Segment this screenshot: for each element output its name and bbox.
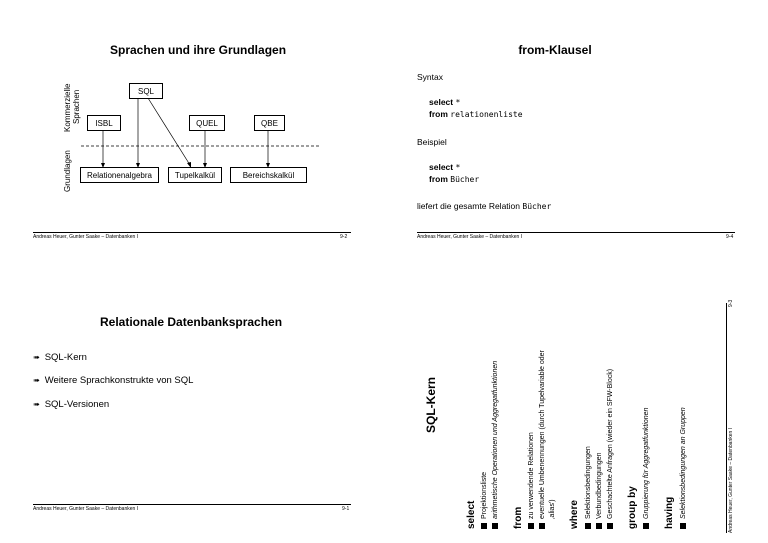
box-quel: QUEL: [189, 115, 225, 131]
page-number: 9-4: [726, 234, 734, 240]
example-line-1: select *: [429, 162, 461, 172]
syntax-line-2: from relationenliste: [429, 109, 523, 119]
slide-sprachen-grundlagen: [0, 0, 384, 271]
footer-authors: Andreas Heuer, Gunter Saake – Datenbanken I: [728, 427, 734, 533]
arrow-bullet-icon: ➠: [33, 400, 40, 409]
page-number: 9-2: [340, 234, 348, 240]
box-bereichskalkuel: Bereichskalkül: [230, 167, 307, 183]
box-sql: SQL: [129, 83, 163, 99]
where-item-3: Geschachtelte Anfragen (wieder ein SFW-Block): [607, 369, 614, 529]
box-isbl: ISBL: [87, 115, 121, 131]
box-tupelkalkuel: Tupelkalkül: [168, 167, 222, 183]
where-item-2: Verbundbedingungen: [596, 452, 603, 529]
slide-title: SQL-Kern: [424, 376, 438, 433]
bullet-item-1: ➠ SQL-Kern: [33, 352, 87, 363]
page-number: 9-1: [342, 506, 350, 512]
keyword-having: having: [664, 496, 675, 529]
footer-rule: [33, 232, 351, 233]
bullet-item-2: ➠ Weitere Sprachkonstrukte von SQL: [33, 375, 194, 386]
slide-from-klausel: [384, 0, 768, 271]
page-number: 9-3: [728, 299, 734, 307]
where-item-1: Selektionsbedingungen: [585, 446, 592, 529]
keyword-select: select: [466, 500, 477, 529]
label-grundlagen: Grundlagen: [63, 150, 72, 192]
syntax-line-1: select *: [429, 97, 461, 107]
footer-authors: Andreas Heuer, Gunter Saake – Datenbanken I: [33, 506, 139, 512]
from-item-2-cont: ‚alias'): [549, 499, 556, 519]
from-item-1: zu verwendende Relationen: [528, 432, 535, 529]
beispiel-label: Beispiel: [417, 137, 447, 147]
label-kommerzielle-sprachen: Kommerzielle Sprachen: [63, 83, 81, 132]
from-item-2: eventuelle Umbenennungen (durch Tupelvariable oder: [539, 350, 546, 529]
diagram-arrows: [0, 0, 384, 271]
result-text: liefert die gesamte Relation Bücher: [417, 201, 552, 211]
box-relationenalgebra: Relationenalgebra: [80, 167, 159, 183]
slide-title: Relationale Datenbanksprachen: [100, 315, 283, 329]
slide-sql-kern: [384, 271, 768, 543]
select-item-1: Projektionsliste: [481, 472, 488, 529]
footer-rule: [417, 232, 735, 233]
select-item-2: arithmetische Operationen und Aggregatfunktionen: [492, 361, 499, 529]
keyword-where: where: [569, 500, 580, 529]
box-qbe: QBE: [254, 115, 285, 131]
footer-rule: [726, 303, 727, 533]
bullet-item-3: ➠ SQL-Versionen: [33, 399, 110, 410]
keyword-group-by: group by: [627, 486, 638, 529]
slide-relationale-datenbanksprachen: [0, 271, 384, 543]
arrow-bullet-icon: ➠: [33, 353, 40, 362]
footer-authors: Andreas Heuer, Gunter Saake – Datenbanken I: [33, 234, 139, 240]
keyword-from: from: [513, 506, 524, 529]
syntax-label: Syntax: [417, 72, 443, 82]
slide-title: from-Klausel: [518, 43, 592, 57]
example-line-2: from Bücher: [429, 174, 480, 184]
having-item-1: Selektionsbedingungen an Gruppen: [680, 407, 687, 529]
slide-title: Sprachen und ihre Grundlagen: [110, 43, 287, 57]
footer-authors: Andreas Heuer, Gunter Saake – Datenbanken I: [417, 234, 523, 240]
arrow-bullet-icon: ➠: [33, 376, 40, 385]
footer-rule: [33, 504, 351, 505]
groupby-item-1: Gruppierung für Aggregatfunktionen: [643, 408, 650, 529]
